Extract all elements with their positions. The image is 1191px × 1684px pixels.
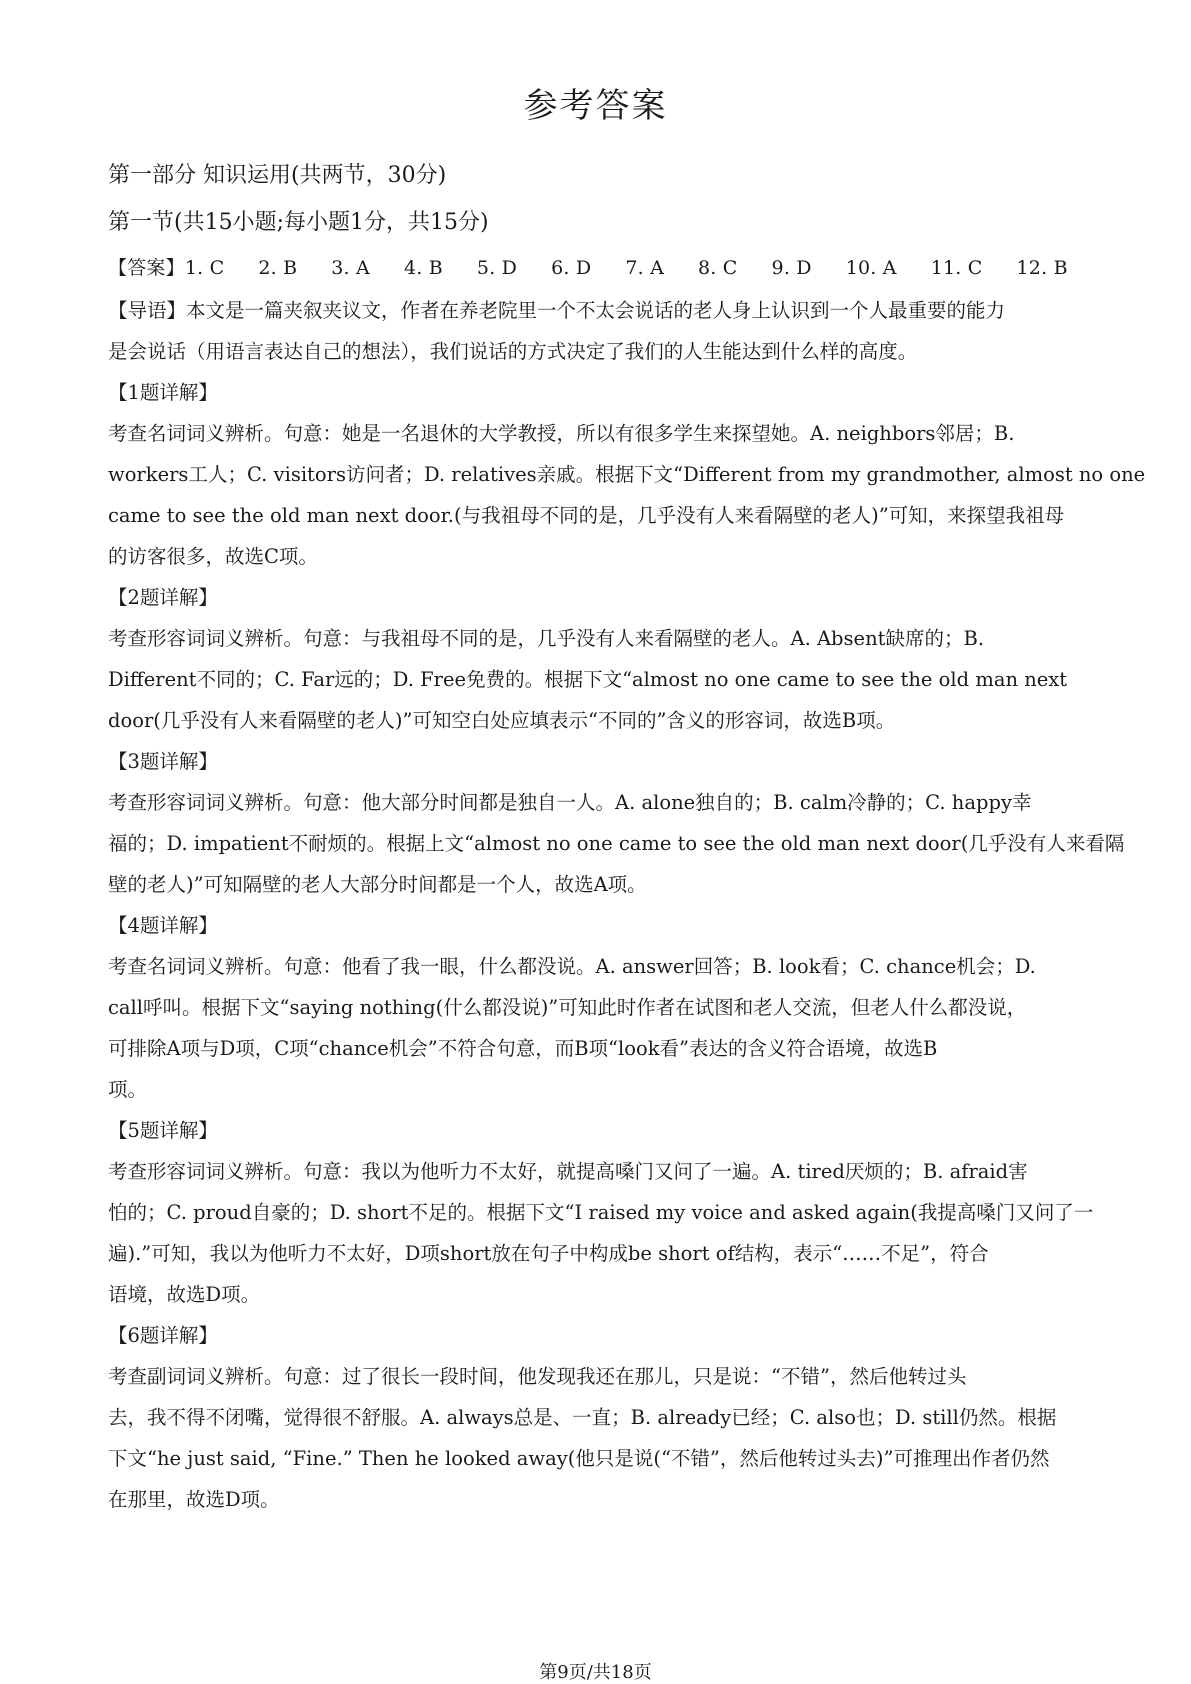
answer-item: 9. D [771,257,812,279]
text-line: 下文“he just said, “Fine.” Then he looked away(他只是说(“不错”，然后他转过头去)”可推理出作者仍然 [108,1447,1050,1470]
text-line: Different不同的；C. Far远的；D. Free免费的。根据下文“almost no one came to see the old man next [108,668,1068,691]
text-line: door(几乎没有人来看隔壁的老人)”可知空白处应填表示“不同的”含义的形容词，故选B项。 [108,709,896,732]
text-line: 在那里，故选D项。 [108,1488,280,1511]
text-line: 【6题详解】 [108,1324,218,1347]
text-line: 怕的；C. proud自豪的；D. short不足的。根据下文“I raised my voice and asked again(我提高嗓门又问了一 [108,1201,1094,1224]
answer-list [185,257,1102,279]
answer-item: 5. D [476,257,518,279]
text-line: 考查副词词义辨析。句意：过了很长一段时间，他发现我还在那儿，只是说：“不错”，然后他转过头 [108,1365,967,1388]
text-line: 可排除A项与D项，C项“chance机会”不符合句意，而B项“look看”表达的含义符合语境，故选B [108,1037,938,1060]
text-line: 第一部分 知识运用(共两节，30分) [108,163,447,188]
answer-item: 12. B [1016,257,1068,279]
text-line: 遍).”可知，我以为他听力不太好，D项short放在句子中构成be short of结构，表示“……不足”，符合 [108,1242,989,1265]
answer-key [108,248,1188,289]
text-line: 项。 [108,1078,148,1101]
text-line: 的访客很多，故选C项。 [108,545,318,568]
page-number: 第9页/共18页 [539,1662,652,1683]
text-line: 考查名词词义辨析。句意：她是一名退休的大学教授，所以有很多学生来探望她。A. neighbors邻居；B. [108,422,1015,445]
page-title: 参考答案 [523,86,668,126]
answer-item: 3. A [331,257,370,279]
text-line: 考查形容词词义辨析。句意：与我祖母不同的是，几乎没有人来看隔壁的老人。A. Absent缺席的；B. [108,627,985,650]
text-line: 【5题详解】 [108,1119,218,1142]
text-line: 【1题详解】 [108,381,218,404]
answer-item: 4. B [403,257,443,279]
text-line: came to see the old man next door.(与我祖母不同的是，几乎没有人来看隔壁的老人)”可知，来探望我祖母 [108,504,1065,527]
text-line: 【4题详解】 [108,914,218,937]
text-line: 考查名词词义辨析。句意：他看了我一眼，什么都没说。A. answer回答；B. look看；C. chance机会；D. [108,955,1036,978]
answer-item: 6. D [551,257,592,279]
text-line: 【导语】本文是一篇夹叙夹议文，作者在养老院里一个不太会说话的老人身上认识到一个人最重要的能力 [108,299,1006,322]
text-line: 考查形容词词义辨析。句意：他大部分时间都是独自一人。A. alone独自的；B. calm冷静的；C. happy幸 [108,791,1032,814]
answer-item: 2. B [258,257,298,279]
text-line: 考查形容词词义辨析。句意：我以为他听力不太好，就提高嗓门又问了一遍。A. tired厌烦的；B. afraid害 [108,1160,1028,1183]
answer-item: 11. C [930,257,983,279]
answer-item: 7. A [625,257,665,279]
answer-item: 8. C [698,257,738,279]
text-line: 【2题详解】 [108,586,218,609]
text-line: 去，我不得不闭嘴，觉得很不舒服。A. always总是、一直；B. already已经；C. also也；D. still仍然。根据 [108,1406,1057,1429]
text-line: call呼叫。根据下文“saying nothing(什么都没说)”可知此时作者在试图和老人交流，但老人什么都没说， [108,996,1027,1019]
text-line: 语境，故选D项。 [108,1283,261,1306]
answer-label: 【答案】 [108,257,185,279]
text-line: 壁的老人)”可知隔壁的老人大部分时间都是一个人，故选A项。 [108,873,647,896]
text-line: 是会说话（用语言表达自己的想法），我们说话的方式决定了我们的人生能达到什么样的高度。 [108,340,918,363]
answer-item: 1. C [184,257,225,279]
text-line: 第一节(共15小题;每小题1分，共15分) [108,210,489,235]
text-line: 福的；D. impatient不耐烦的。根据上文“almost no one came to see the old man next door(几乎没有人来看隔 [108,832,1125,855]
text-line: workers工人；C. visitors访问者；D. relatives亲戚。根据下文“Different from my grandmother, almost no one [108,463,1146,486]
text-line: 【3题详解】 [108,750,218,773]
answer-item: 10. A [845,257,897,279]
